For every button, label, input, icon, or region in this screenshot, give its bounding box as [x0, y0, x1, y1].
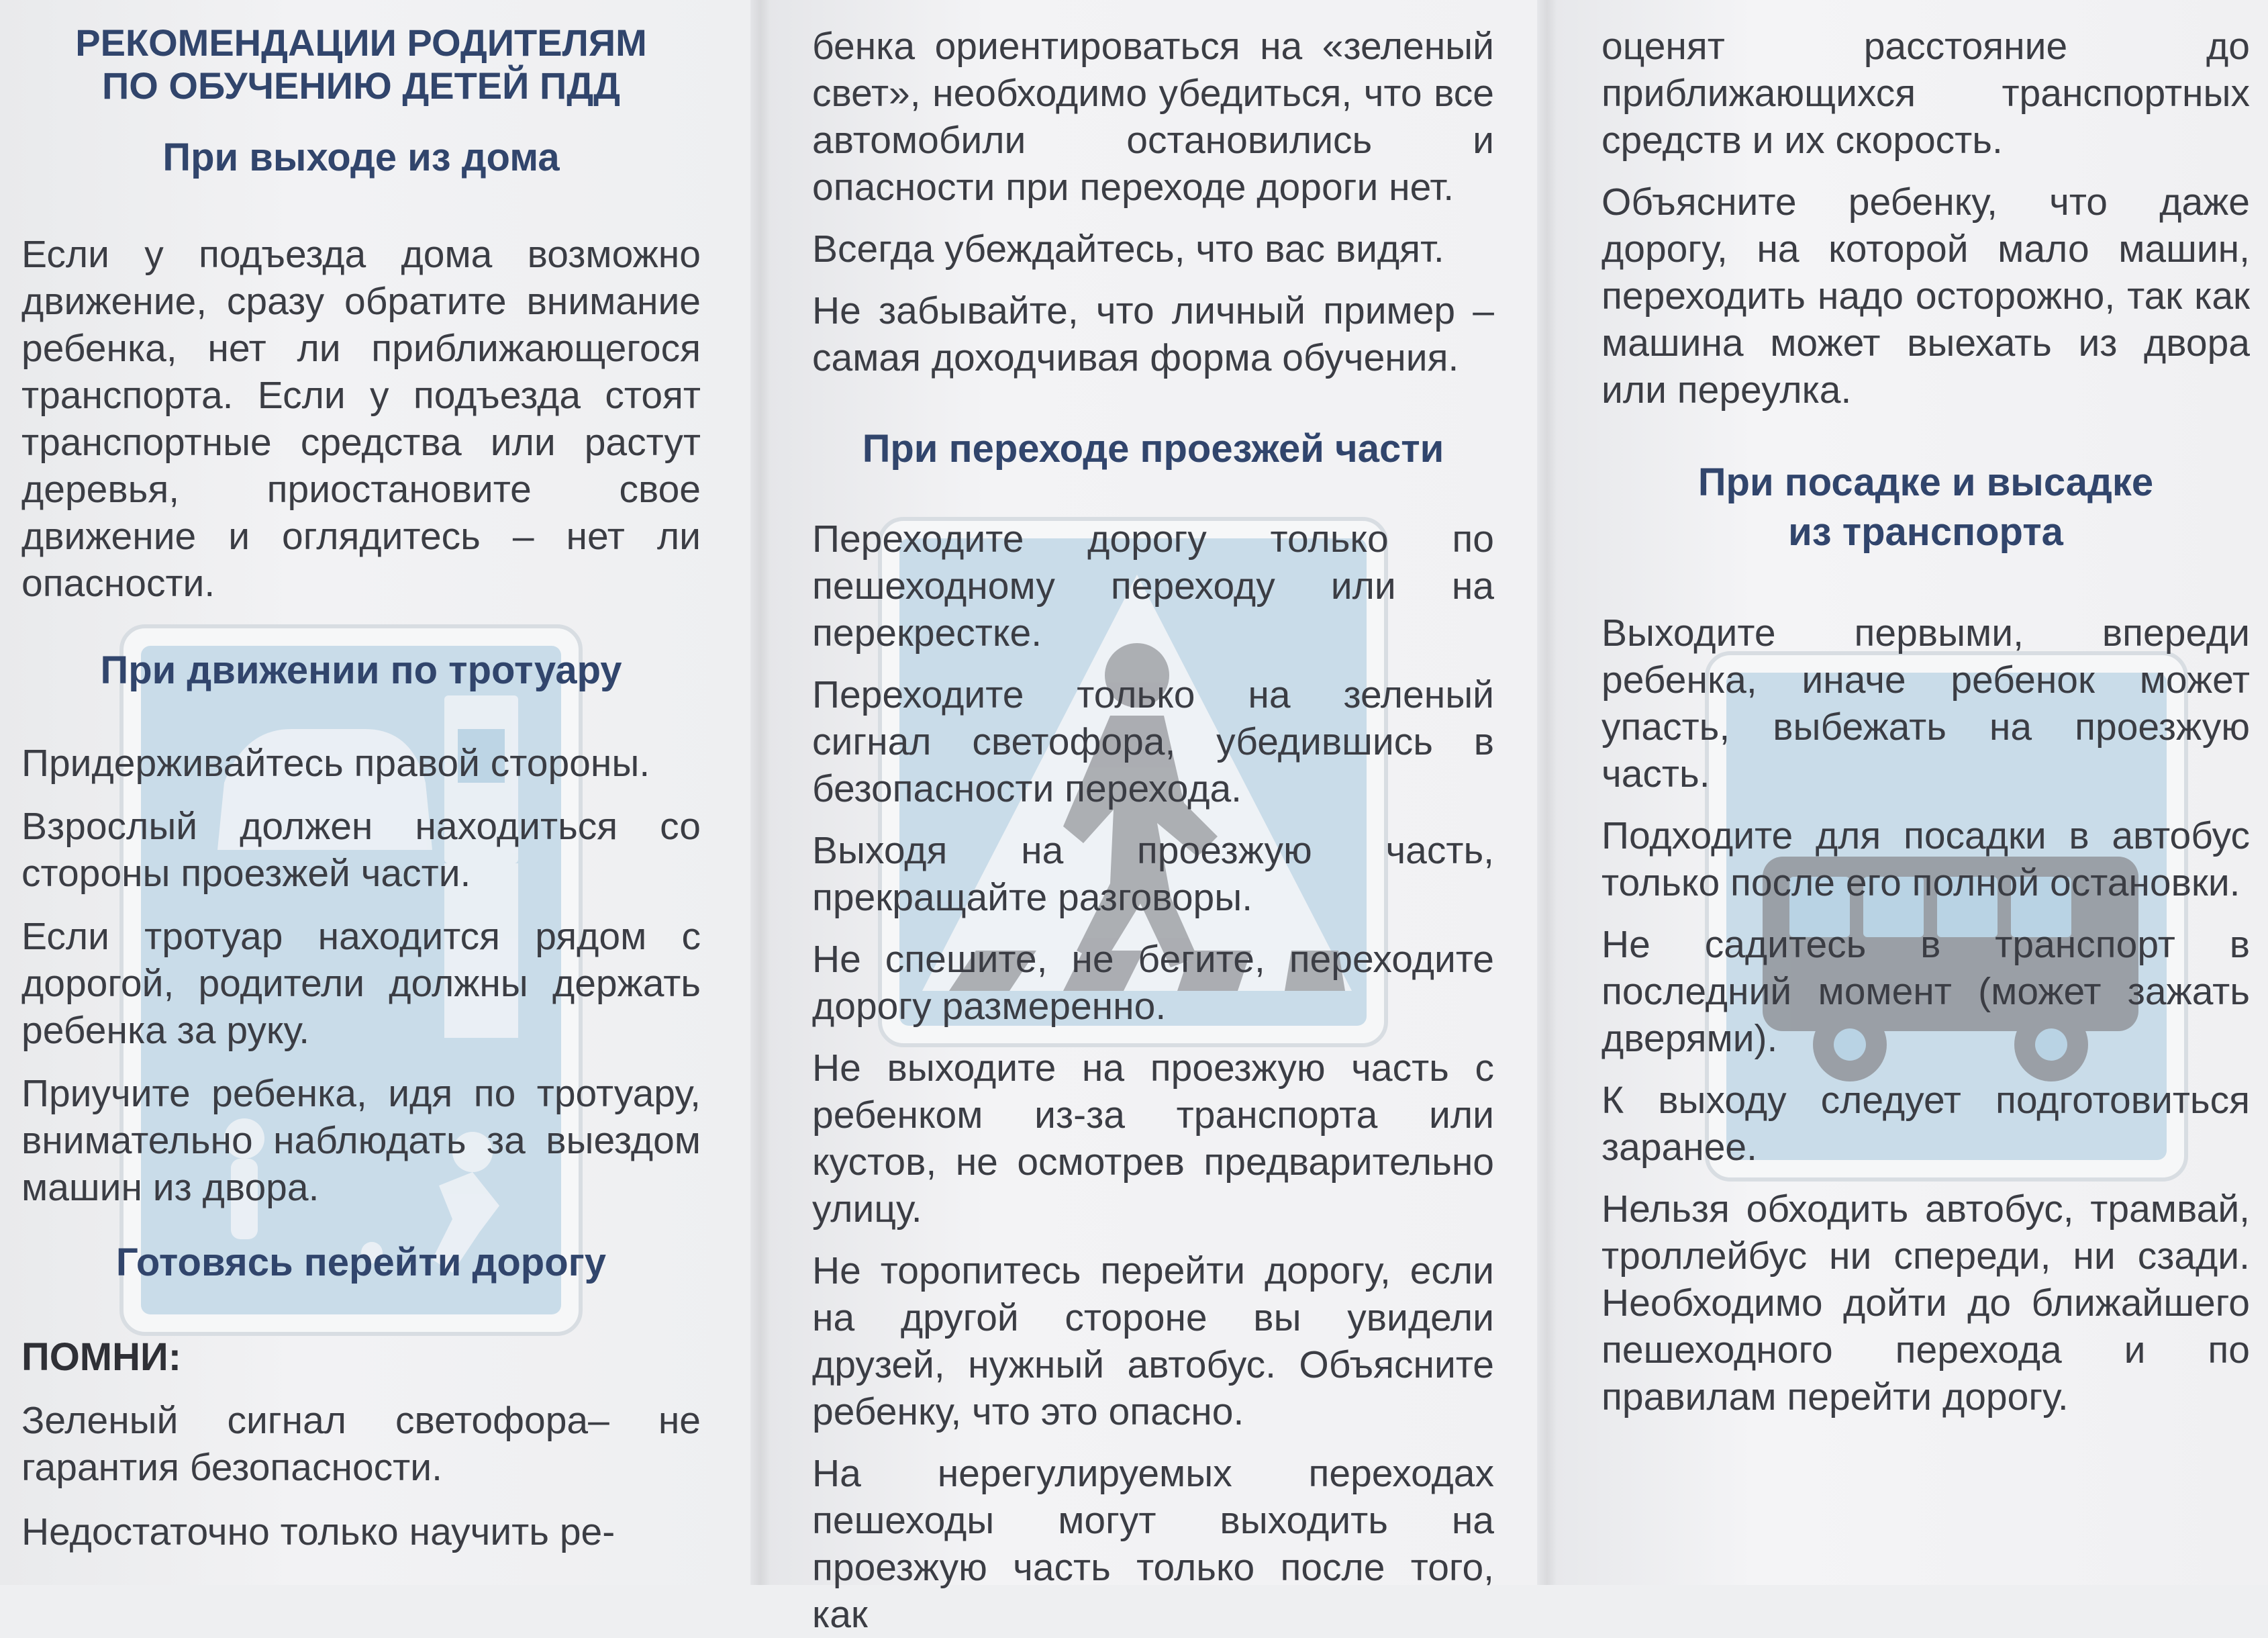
- panel-right-content: [1601, 0, 2250, 1420]
- paragraph-prepare-exit: К выходу следует подготовиться заранее.: [1601, 1079, 2250, 1169]
- panel-right: [1537, 0, 2268, 1585]
- paragraph-behind-vehicles: Не выходите на проезжую часть с ребенком из-за транспорта или кустов, не осмотрев предварительно улицу.: [812, 1047, 1494, 1231]
- section-title-preparing-to-cross: Готовясь перейти дорогу: [115, 1241, 607, 1284]
- section-title-crossing-road: При переходе проезжей части: [862, 427, 1444, 471]
- paragraph-personal-example: Не забывайте, что личный пример – самая доходчивая форма обучения.: [812, 289, 1494, 379]
- paragraph-visibility: Всегда убеждайтесь, что вас видят.: [812, 228, 1444, 271]
- paragraph-leaving-home: Если у подъезда дома возможно движение, сразу обратите внимание ребенка, нет ли приближающегося транспорта. Если у подъезда стоят транспортные средства или растут деревья, приостановите свое движение и оглядитесь – нет ли опасности.: [21, 233, 701, 605]
- paragraph-exit-first: Выходите первыми, впереди ребенка, иначе ребенок может упасть, выбежать на проезжую часть.: [1601, 612, 2250, 796]
- main-title-line2: ПО ОБУЧЕНИЮ ДЕТЕЙ ПДД: [102, 64, 620, 107]
- main-title: [21, 21, 701, 107]
- panel-middle-content: [812, 0, 1494, 1638]
- section-title-boarding-line1: При посадке и высадке: [1697, 461, 2154, 504]
- paragraph-green-light: бенка ориентироваться на «зеленый свет», необходимо убедиться, что все автомобили остановились и опасности при переходе дороги нет.: [812, 25, 1494, 209]
- section-title-boarding: [1601, 458, 2250, 557]
- paragraph-sidewalk-4: Приучите ребенка, идя по тротуару, внимательно наблюдать за выездом машин из двора.: [21, 1072, 701, 1209]
- paragraph-sidewalk-1: Придерживайтесь правой стороны.: [21, 742, 650, 785]
- paragraph-dont-rush: Не спешите, не бегите, переходите дорогу размеренно.: [812, 938, 1494, 1028]
- paragraph-unregulated: На нерегулируемых переходах пешеходы могут выходить на проезжую часть только после того, как: [812, 1452, 1494, 1636]
- panel-left-content: [21, 0, 701, 1555]
- panel-left: [0, 0, 750, 1585]
- paragraph-sidewalk-2: Взрослый должен находиться со стороны проезжей части.: [21, 805, 701, 895]
- paragraph-estimate-distance: оценят расстояние до приближающихся транспортных средств и их скорость.: [1601, 25, 2250, 162]
- section-title-leaving-home: При выходе из дома: [162, 136, 560, 179]
- paragraph-full-stop: Подходите для посадки в автобус только после его полной остановки.: [1601, 814, 2250, 904]
- paragraph-friends-across: Не торопитесь перейти дорогу, если на другой стороне вы увидели друзей, нужный автобус. Объясните ребенку, что это опасно.: [812, 1249, 1494, 1433]
- section-title-boarding-line2: из транспорта: [1788, 510, 2063, 554]
- section-title-sidewalk: При движении по тротуару: [100, 648, 622, 692]
- remember-label: ПОМНИ:: [21, 1335, 182, 1379]
- paragraph-crossing-1: Зеленый сигнал светофора– не гарантия безопасности.: [21, 1399, 701, 1489]
- paragraph-dont-walk-around: Нельзя обходить автобус, трамвай, троллейбус ни спереди, ни сзади. Необходимо дойти до ближайшего пешеходного перехода и по правилам перейти дорогу.: [1601, 1188, 2250, 1418]
- paragraph-sidewalk-3: Если тротуар находится рядом с дорогой, родители должны держать ребенка за руку.: [21, 915, 701, 1052]
- panel-middle: [750, 0, 1537, 1636]
- paragraph-last-moment: Не садитесь в транспорт в последний момент (может зажать дверями).: [1601, 923, 2250, 1060]
- main-title-line1: РЕКОМЕНДАЦИИ РОДИТЕЛЯМ: [75, 21, 647, 64]
- paragraph-stop-talking: Выходя на проезжую часть, прекращайте разговоры.: [812, 829, 1494, 919]
- paragraph-crossing-2: Недостаточно только научить ре-: [21, 1510, 615, 1553]
- paragraph-quiet-road: Объясните ребенку, что даже дорогу, на которой мало машин, переходить надо осторожно, так как машина может выехать из двора или переулка.: [1601, 181, 2250, 412]
- paragraph-crosswalk-only: Переходите дорогу только по пешеходному переходу или на перекрестке.: [812, 518, 1494, 655]
- paragraph-green-signal: Переходите только на зеленый сигнал светофора, убедившись в безопасности перехода.: [812, 673, 1494, 810]
